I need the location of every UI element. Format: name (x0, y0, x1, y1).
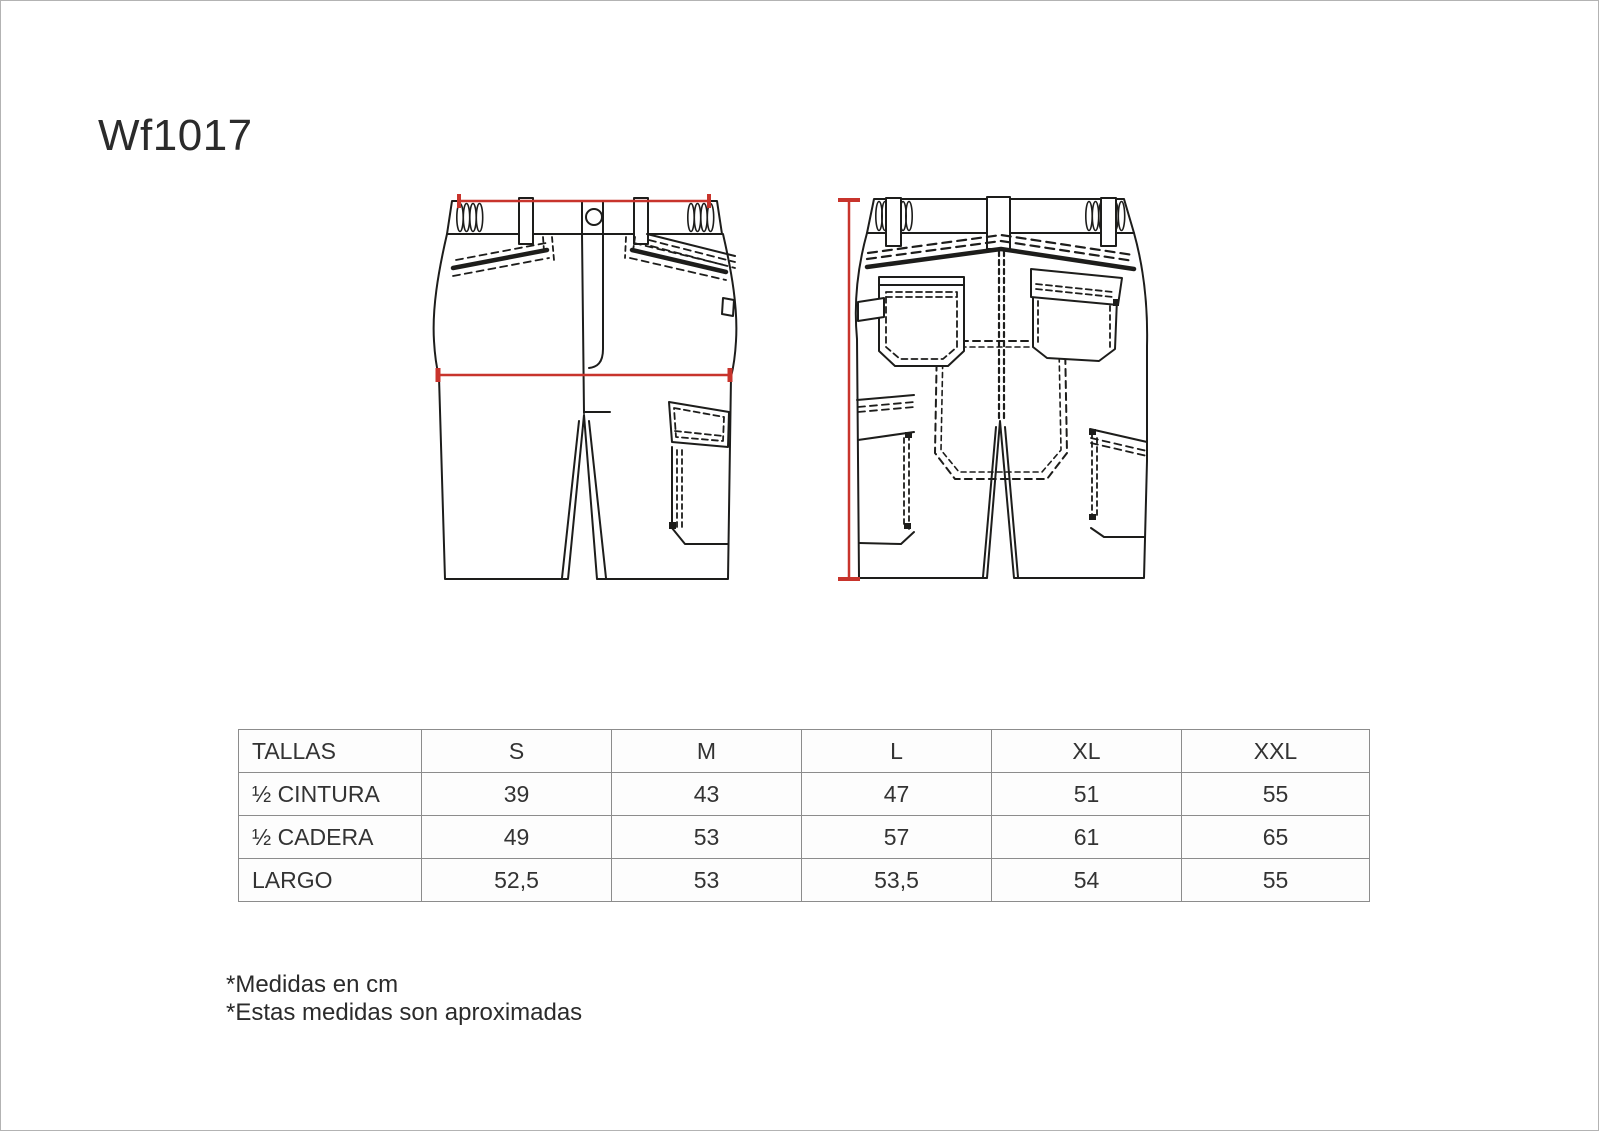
size-table (238, 729, 1370, 902)
front-button (586, 209, 602, 225)
size-value-cell: 39 (422, 773, 612, 816)
size-value-cell: 55 (1182, 773, 1370, 816)
table-row (239, 816, 1370, 859)
size-value-cell: 51 (992, 773, 1182, 816)
back-belt-loop-right (1101, 198, 1116, 246)
footnotes (226, 971, 582, 1027)
shorts-front-view-drawing (434, 198, 737, 579)
table-row (239, 773, 1370, 816)
size-value-cell: 61 (992, 816, 1182, 859)
front-belt-loop-left (519, 198, 533, 244)
table-header-row (239, 730, 1370, 773)
size-value-cell: 53,5 (802, 859, 992, 902)
measure-row-label: ½ CADERA (239, 816, 422, 859)
size-value-cell: 65 (1182, 816, 1370, 859)
table-row (239, 859, 1370, 902)
size-value-cell: 54 (992, 859, 1182, 902)
size-value-cell: 47 (802, 773, 992, 816)
size-column-header: XXL (1182, 730, 1370, 773)
page-title: Wf1017 (98, 111, 253, 160)
size-column-header: S (422, 730, 612, 773)
size-value-cell: 53 (612, 859, 802, 902)
back-belt-loop-left (886, 198, 901, 246)
size-value-cell: 49 (422, 816, 612, 859)
front-belt-loop-right (634, 198, 648, 244)
back-hammer-loop (858, 298, 884, 321)
measure-row-label: LARGO (239, 859, 422, 902)
size-value-cell: 53 (612, 816, 802, 859)
size-value-cell: 55 (1182, 859, 1370, 902)
measure-row-label: ½ CINTURA (239, 773, 422, 816)
shorts-technical-drawing (401, 176, 1211, 596)
size-value-cell: 52,5 (422, 859, 612, 902)
back-left-pocket (879, 277, 964, 366)
shorts-back-view-drawing (856, 197, 1147, 578)
size-column-header: XL (992, 730, 1182, 773)
size-column-header: L (802, 730, 992, 773)
size-value-cell: 43 (612, 773, 802, 816)
front-waistband (447, 201, 722, 234)
size-column-header: M (612, 730, 802, 773)
note-units: *Medidas en cm (226, 971, 399, 998)
back-right-pocket (1031, 269, 1122, 361)
garment-line-art (434, 197, 1148, 579)
front-side-tab (722, 298, 734, 316)
size-value-cell: 57 (802, 816, 992, 859)
size-column-header: TALLAS (239, 730, 422, 773)
note-approximate: *Estas medidas son aproximadas (226, 999, 583, 1026)
